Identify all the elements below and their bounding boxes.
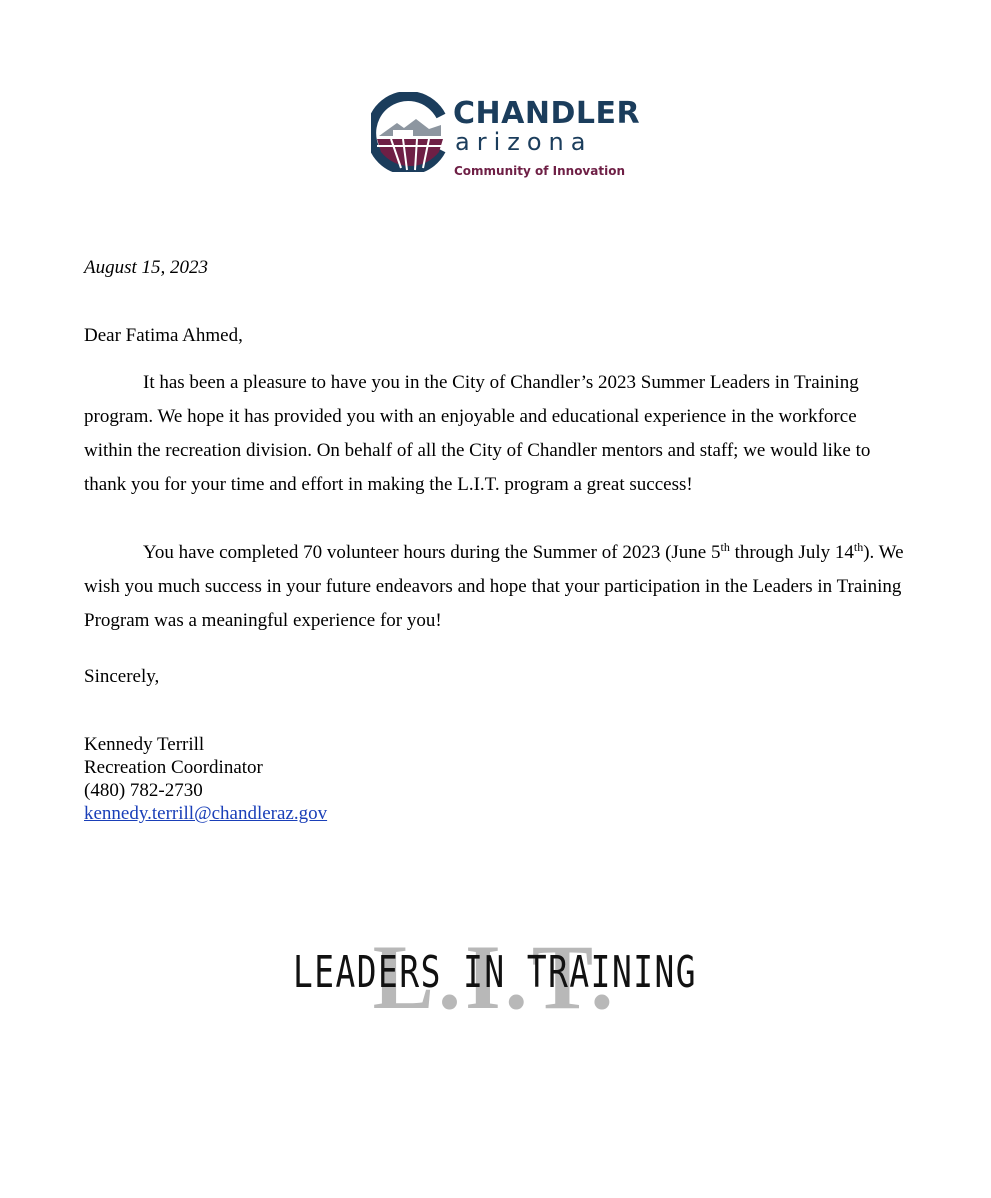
ordinal-suffix-1: th xyxy=(720,540,730,554)
ordinal-suffix-2: th xyxy=(853,540,864,554)
chandler-logo xyxy=(371,92,641,182)
logo-subtitle: arizona xyxy=(455,128,593,156)
paragraph-2-part-1: You have completed 70 volunteer hours during the Summer of 2023 (June 5 xyxy=(143,542,721,563)
signer-title: Recreation Coordinator xyxy=(84,757,263,778)
signer-email-link[interactable]: kennedy.terrill@chandleraz.gov xyxy=(84,803,328,824)
logo-title: CHANDLER xyxy=(453,96,641,131)
logo-tagline: Community of Innovation xyxy=(454,164,625,178)
body-paragraph-2 xyxy=(84,536,904,638)
lit-main-text: LEADERS IN TRAINING xyxy=(293,947,697,998)
body-paragraph-1 xyxy=(84,366,904,502)
lit-overlay-text: L.I.T. xyxy=(372,926,618,1022)
signature-block xyxy=(84,733,327,825)
leaders-in-training-logo xyxy=(285,912,705,1022)
chandler-emblem-icon xyxy=(371,92,449,172)
salutation: Dear Fatima Ahmed, xyxy=(84,325,243,346)
signer-name: Kennedy Terrill xyxy=(84,734,205,755)
signer-phone: (480) 782-2730 xyxy=(84,780,203,801)
letter-date: August 15, 2023 xyxy=(84,257,209,278)
paragraph-1-text: It has been a pleasure to have you in the City of Chandler’s 2023 Summer Leaders in Training program. We hope it has provided you with an enjoyable and educational experience in the workforce within the recreation division. On behalf of all the City of Chandler mentors and staff; we would like to thank you for your time and effort in making the L.I.T. program a great success! xyxy=(84,372,871,495)
paragraph-2-part-2: through July 14 xyxy=(729,542,854,563)
closing: Sincerely, xyxy=(84,666,160,687)
paragraph-2-part-3: ). We wish you much success in your future endeavors and hope that your participation in the Leaders in Training Program was a meaningful experience for you! xyxy=(84,542,904,631)
